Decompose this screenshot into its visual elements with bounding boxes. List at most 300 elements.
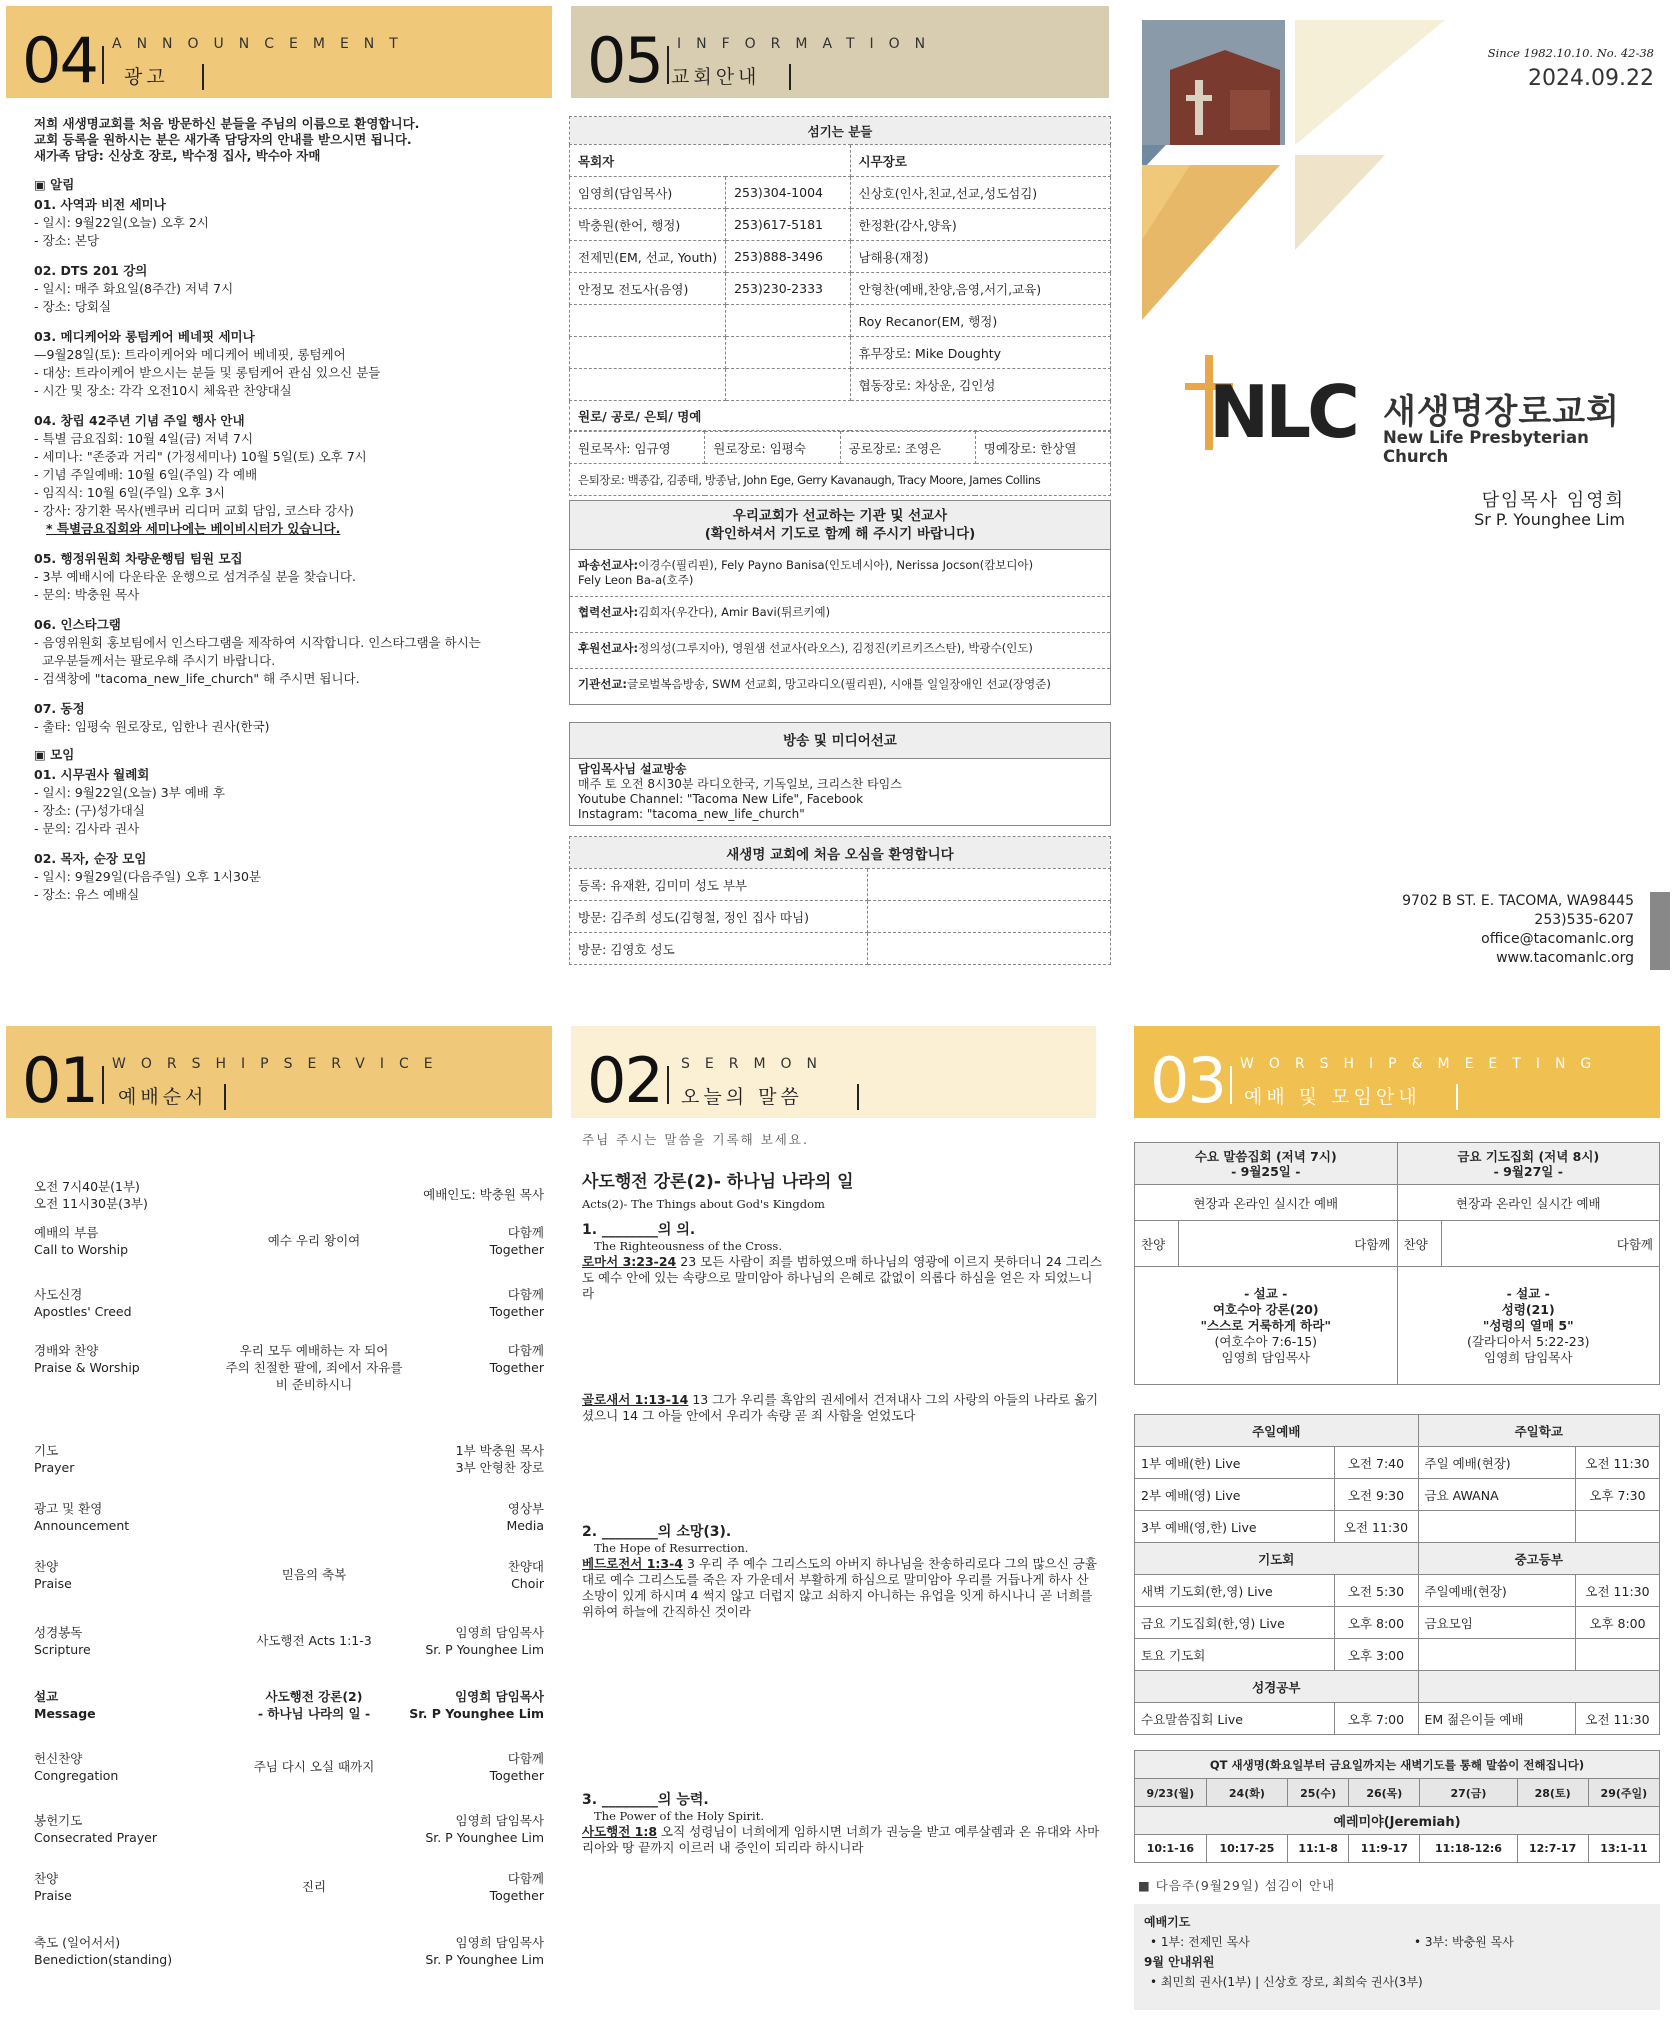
wed-sermon-series: 여호수아 강론(20) bbox=[1212, 1301, 1319, 1317]
fri-sermon-ref: (갈라디아서 5:22-23) bbox=[1466, 1333, 1590, 1349]
item-line: - 문의: 김사라 권사 bbox=[34, 821, 140, 836]
schedule-time: 오후 8:00 bbox=[1576, 1607, 1660, 1639]
item-title: 07. 동정 bbox=[34, 701, 85, 716]
qt-ref: 10:1-16 bbox=[1135, 1835, 1207, 1863]
qt-day: 9/23(월) bbox=[1135, 1779, 1207, 1807]
fri-sermon-series: 성령(21) bbox=[1501, 1301, 1555, 1317]
wed-sermon-preacher: 임영희 담임목사 bbox=[1221, 1349, 1310, 1365]
schedule-name: 금요 AWANA bbox=[1418, 1479, 1576, 1511]
mission-row bbox=[570, 596, 1110, 632]
mission-list bbox=[570, 550, 1110, 704]
item-title: 01. 사역과 비전 세미나 bbox=[34, 197, 166, 212]
sermon-point-3 bbox=[582, 1792, 1102, 1856]
elder-name: 신상호(인사,친교,선교,성도섬김) bbox=[850, 177, 1111, 209]
schedule-name: EM 젊은이들 예배 bbox=[1418, 1703, 1576, 1735]
item-by: Together bbox=[489, 1242, 544, 1257]
wed-mode: 현장과 온라인 실시간 예배 bbox=[1135, 1185, 1398, 1221]
media-line: 담임목사님 설교방송 bbox=[578, 762, 687, 776]
fri-title: 금요 기도집회 (저녁 8시) bbox=[1457, 1148, 1600, 1164]
mission-title: 우리교회가 선교하는 기관 및 선교사 bbox=[732, 508, 948, 524]
mission-list-text: 김희자(우간다), Amir Bavi(튀르키예) bbox=[638, 605, 831, 619]
announcement-item bbox=[34, 550, 554, 604]
announcement-item bbox=[34, 766, 554, 838]
announcement-item bbox=[34, 700, 554, 736]
schedule-time: 오후 7:00 bbox=[1334, 1703, 1418, 1735]
schedule-time: 오전 11:30 bbox=[1334, 1511, 1418, 1543]
server-row bbox=[570, 337, 1111, 369]
retired-elders: 은퇴장로: 백종갑, 김종태, 방종남, John Ege, Gerry Kavanaugh, Tracy Moore, James Collins bbox=[570, 464, 1111, 496]
item-label: Praise bbox=[34, 1888, 72, 1903]
pastor-name: 전제민(EM, 선교, Youth) bbox=[570, 241, 726, 273]
item-line: - 일시: 9월22일(오늘) 오후 2시 bbox=[34, 215, 209, 230]
qt-ref: 11:9-17 bbox=[1349, 1835, 1420, 1863]
sermon-point-1b bbox=[582, 1392, 1102, 1424]
item-by: 다함께 bbox=[507, 1751, 544, 1766]
section-number: 03 bbox=[1150, 1044, 1225, 1117]
item-line: - 검색창에 "tacoma_new_life_church" 해 주시면 됩니다. bbox=[34, 671, 360, 686]
section-title-en: SERMON bbox=[681, 1056, 833, 1072]
schedule-time bbox=[1576, 1639, 1660, 1671]
mission-label: 파송선교사: bbox=[578, 558, 639, 572]
schedule-row bbox=[1135, 1479, 1660, 1511]
sunday-header: 주일예배 bbox=[1135, 1415, 1419, 1447]
weekday-services bbox=[1134, 1142, 1660, 1385]
usher-label: 9월 안내위원 bbox=[1144, 1955, 1215, 1969]
schedule bbox=[1134, 1414, 1660, 1735]
qt-day: 28(토) bbox=[1517, 1779, 1588, 1807]
wed-sermon-label: - 설교 - bbox=[1244, 1285, 1288, 1301]
section-title-ko: 광고 bbox=[124, 66, 169, 88]
item-label: Consecrated Prayer bbox=[34, 1830, 158, 1845]
item-line: - 문의: 박충원 목사 bbox=[34, 587, 140, 602]
server-row bbox=[570, 369, 1111, 401]
divider bbox=[1456, 1084, 1458, 1110]
scripture-text: 3 우리 주 예수 그리스도의 아버지 하나님을 찬송하리로다 그의 많으신 긍휼대로 예수 그리스도를 죽은 자 가운데서 부활하게 하심으로 말미암아 우리를 거듭나게 하사 산 소망이 있게 하시며 4 썩지 않고 더럽지 않고 쇠하지 아니하는 유업을 잇게 하시나니 곧 너희를 위하여 하늘에 간직하신 것이라 bbox=[582, 1556, 1097, 1619]
divider bbox=[102, 1066, 104, 1104]
qt-day: 24(화) bbox=[1206, 1779, 1287, 1807]
item-label: 예배의 부름 bbox=[34, 1225, 99, 1240]
intro-line: 새가족 담당: 신상호 장로, 박수정 집사, 박수아 자매 bbox=[34, 148, 321, 163]
item-label: 사도신경 bbox=[34, 1287, 83, 1302]
honor-item: 공로장로: 조영은 bbox=[840, 432, 975, 464]
church-name-en: New Life Presbyterian Church bbox=[1383, 428, 1589, 466]
item-by: 1부 박충원 목사 bbox=[455, 1443, 544, 1458]
item-line: —9월28일(토): 트라이케어와 메디케어 베네핏, 롱텀케어 bbox=[34, 347, 346, 362]
time-3: 오전 11시30분(3부) bbox=[34, 1196, 148, 1211]
meeting-header: ▣ 모임 bbox=[34, 747, 75, 762]
item-by: Sr. P Younghee Lim bbox=[425, 1642, 544, 1657]
item-line: - 3부 예배시에 다운타운 운행으로 섬겨주실 분을 찾습니다. bbox=[34, 569, 356, 584]
schedule-name: 금요모임 bbox=[1418, 1607, 1576, 1639]
item-line: - 일시: 매주 화요일(8주간) 저녁 7시 bbox=[34, 281, 234, 296]
usher-box: 예배기도 • 1부: 전제민 목사 • 3부: 박충원 목사 9월 안내위원 • 최민희 권사(1부) | 신상호 장로, 최희숙 권사(3부) bbox=[1134, 1904, 1660, 2010]
announcement-item bbox=[34, 412, 554, 538]
schedule-name: 주일예배(현장) bbox=[1418, 1575, 1576, 1607]
wed-title: 수요 말씀집회 (저녁 7시) bbox=[1194, 1148, 1337, 1164]
qt-book: 예레미야(Jeremiah) bbox=[1135, 1807, 1660, 1835]
item-label: 경배와 찬양 bbox=[34, 1343, 99, 1358]
qt-ref: 12:7-17 bbox=[1517, 1835, 1588, 1863]
item-title: 02. DTS 201 강의 bbox=[34, 263, 148, 278]
point-subtitle: The Hope of Resurrection. bbox=[594, 1541, 749, 1555]
media-line: Youtube Channel: "Tacoma New Life", Facebook bbox=[578, 792, 864, 806]
item-content: 우리 모두 예배하는 자 되어 bbox=[239, 1343, 389, 1358]
schedule-time: 오전 7:40 bbox=[1334, 1447, 1418, 1479]
wed-sermon-title: "스스로 거룩하게 하라" bbox=[1200, 1317, 1331, 1333]
logo-letters: NLC bbox=[1209, 370, 1356, 454]
item-by: Choir bbox=[511, 1576, 544, 1591]
school-header: 주일학교 bbox=[1418, 1415, 1660, 1447]
pastor-phone: 253)888-3496 bbox=[726, 241, 850, 273]
meeting-header bbox=[1134, 1026, 1660, 1118]
qt-day: 29(주일) bbox=[1588, 1779, 1659, 1807]
point-subtitle: The Righteousness of the Cross. bbox=[594, 1239, 782, 1253]
pastor-phone bbox=[726, 369, 850, 401]
item-label: 봉헌기도 bbox=[34, 1813, 83, 1828]
server-row bbox=[570, 305, 1111, 337]
item-label: 기도 bbox=[34, 1443, 59, 1458]
prayer-1: 1부: 전제민 목사 bbox=[1160, 1935, 1250, 1949]
item-by: Sr. P Younghee Lim bbox=[425, 1952, 544, 1967]
item-line: - 출타: 임평숙 원로장로, 임한나 권사(한국) bbox=[34, 719, 270, 734]
scripture-text: 오직 성령님이 너희에게 임하시면 너희가 권능을 받고 예루살렘과 온 유대와 사마리아와 땅 끝까지 이르러 내 증인이 되리라 하시니라 bbox=[582, 1824, 1100, 1855]
cover-panel bbox=[1130, 0, 1680, 1010]
servers-title: 섬기는 분들 bbox=[570, 117, 1111, 145]
server-row bbox=[570, 177, 1111, 209]
pastor-name-ko: 담임목사 임영희 bbox=[1481, 490, 1625, 511]
qt-ref: 10:17-25 bbox=[1206, 1835, 1287, 1863]
section-title-en: ANNOUNCEMENT bbox=[112, 36, 413, 52]
information-header bbox=[571, 6, 1109, 98]
notice-header: ▣ 알림 bbox=[34, 177, 75, 192]
point-heading: 3. ________의 능력. bbox=[582, 1792, 709, 1808]
schedule-name: 2부 예배(영) Live bbox=[1135, 1479, 1335, 1511]
welcome-item: 방문: 김주희 성도(김형철, 정인 집사 따님) bbox=[570, 901, 868, 933]
item-by: Sr. P Younghee Lim bbox=[425, 1830, 544, 1845]
meeting-panel bbox=[1130, 1020, 1680, 2040]
sermon-point-2 bbox=[582, 1524, 1102, 1620]
pastor-phone bbox=[726, 305, 850, 337]
point-subtitle: The Power of the Holy Spirit. bbox=[594, 1809, 765, 1823]
study-header: 성경공부 bbox=[1135, 1671, 1419, 1703]
information-panel bbox=[565, 0, 1115, 1010]
scripture-text: 23 모든 사람이 죄를 범하였으매 하나님의 영광에 이르지 못하더니 24 그리스도 예수 안에 있는 속량으로 말미암아 하나님의 은혜로 값없이 의롭다 하심을 얻은 자 되었느니라 bbox=[582, 1254, 1102, 1301]
next-usher-note: ■ 다음주(9월29일) 섬김이 안내 bbox=[1138, 1878, 1336, 1893]
wed-praise: 찬양 bbox=[1135, 1221, 1179, 1267]
item-line: 교우분들께서는 팔로우해 주시기 바랍니다. bbox=[34, 653, 276, 668]
mission-label: 후원선교사: bbox=[578, 641, 639, 655]
sermon-subtitle: Acts(2)- The Things about God's Kingdom bbox=[582, 1197, 825, 1211]
church-address bbox=[1402, 892, 1634, 968]
mission-row bbox=[570, 668, 1110, 704]
phone: 253)535-6207 bbox=[1534, 912, 1634, 928]
item-by: 다함께 bbox=[507, 1343, 544, 1358]
scripture-text: 13 그가 우리를 흑암의 권세에서 건져내사 그의 사랑의 아들의 나라로 옮기셨으니 14 그 아들 안에서 우리가 속량 곧 죄 사함을 얻었도다 bbox=[582, 1392, 1099, 1423]
server-row bbox=[570, 241, 1111, 273]
pastor-name: 박충원(한어, 행정) bbox=[570, 209, 726, 241]
item-label: Apostles' Creed bbox=[34, 1304, 132, 1319]
church-name-ko: 새생명장로교회 bbox=[1383, 392, 1620, 432]
item-line: - 특별 금요집회: 10월 4일(금) 저녁 7시 bbox=[34, 431, 254, 446]
item-line: - 강사: 장기환 목사(벤쿠버 리디머 교회 담임, 코스타 강사) bbox=[34, 503, 354, 518]
schedule-name: 토요 기도회 bbox=[1135, 1639, 1335, 1671]
schedule-name: 3부 예배(영,한) Live bbox=[1135, 1511, 1335, 1543]
section-number: 01 bbox=[22, 1044, 97, 1117]
schedule-name: 금요 기도집회(한,영) Live bbox=[1135, 1607, 1335, 1639]
item-by: 임영희 담임목사 bbox=[455, 1813, 544, 1828]
pastor-name bbox=[570, 305, 726, 337]
item-by: 다함께 bbox=[507, 1287, 544, 1302]
schedule-row bbox=[1135, 1511, 1660, 1543]
item-line: - 장소: (구)성가대실 bbox=[34, 803, 145, 818]
fri-sermon-preacher: 임영희 담임목사 bbox=[1484, 1349, 1573, 1365]
schedule-time: 오전 5:30 bbox=[1334, 1575, 1418, 1607]
fri-date: - 9월27일 - bbox=[1493, 1163, 1563, 1179]
section-number: 05 bbox=[587, 24, 662, 97]
item-line: - 세미나: "존중과 거리" (가정세미나) 10월 5일(토) 오후 7시 bbox=[34, 449, 367, 464]
pastor-phone: 253)230-2333 bbox=[726, 273, 850, 305]
cover-graphic bbox=[1130, 0, 1450, 320]
announcement-panel bbox=[0, 0, 560, 1010]
scripture-ref: 골로새서 1:13-14 bbox=[582, 1392, 689, 1407]
divider bbox=[102, 46, 104, 84]
section-title-en: INFORMATION bbox=[677, 36, 941, 52]
divider bbox=[224, 1084, 226, 1110]
schedule-row bbox=[1135, 1607, 1660, 1639]
schedule-time: 오전 9:30 bbox=[1334, 1479, 1418, 1511]
section-title-ko: 교회안내 bbox=[671, 66, 761, 88]
server-row bbox=[570, 209, 1111, 241]
fri-sermon-label: - 설교 - bbox=[1506, 1285, 1550, 1301]
qt-day: 26(목) bbox=[1349, 1779, 1420, 1807]
pastor-name-en: Sr P. Younghee Lim bbox=[1474, 510, 1625, 529]
qt-ref: 11:1-8 bbox=[1288, 1835, 1349, 1863]
divider bbox=[667, 1066, 669, 1104]
media-title: 방송 및 미디어선교 bbox=[570, 723, 1110, 759]
scripture-ref: 로마서 3:23-24 bbox=[582, 1254, 677, 1269]
item-content: 진리 bbox=[301, 1879, 327, 1894]
elder-name: 휴무장로: Mike Doughty bbox=[850, 337, 1111, 369]
elder-name: Roy Recanor(EM, 행정) bbox=[850, 305, 1111, 337]
media-section bbox=[569, 722, 1111, 826]
worship-panel bbox=[0, 1020, 560, 2040]
item-label: 광고 및 환영 bbox=[34, 1501, 103, 1516]
item-label: 헌신찬양 bbox=[34, 1751, 83, 1766]
pastor-phone: 253)617-5181 bbox=[726, 209, 850, 241]
section-title-en: WORSHIPSERVICE bbox=[112, 1056, 448, 1072]
mission-section bbox=[569, 500, 1111, 705]
item-by: 임영희 담임목사 bbox=[455, 1935, 544, 1950]
divider bbox=[857, 1084, 859, 1110]
honor-table bbox=[569, 431, 1111, 496]
section-number: 02 bbox=[587, 1044, 662, 1117]
schedule-row bbox=[1135, 1703, 1660, 1735]
item-title: 05. 행정위원회 차량운행팀 팀원 모집 bbox=[34, 551, 243, 566]
pastor-name: 안정모 전도사(음영) bbox=[570, 273, 726, 305]
mission-label: 기관선교: bbox=[578, 677, 628, 691]
announcement-item bbox=[34, 328, 554, 400]
honor-item: 원로장로: 임평숙 bbox=[705, 432, 840, 464]
item-title: 06. 인스타그램 bbox=[34, 617, 121, 632]
email: office@tacomanlc.org bbox=[1481, 931, 1634, 947]
item-line: - 장소: 당회실 bbox=[34, 299, 112, 314]
item-by: 3부 안형찬 장로 bbox=[455, 1460, 544, 1475]
item-line: - 장소: 본당 bbox=[34, 233, 99, 248]
item-content: 사도행전 강론(2) bbox=[265, 1689, 363, 1704]
prayer-3: 3부: 박충원 목사 bbox=[1424, 1935, 1514, 1949]
item-by: Together bbox=[489, 1304, 544, 1319]
prayer-header: 기도회 bbox=[1135, 1543, 1419, 1575]
divider bbox=[667, 46, 669, 84]
item-label: 축도 (일어서서) bbox=[34, 1935, 121, 1950]
welcome-section bbox=[569, 836, 1111, 965]
item-label: 성경봉독 bbox=[34, 1625, 83, 1640]
pastor-phone: 253)304-1004 bbox=[726, 177, 850, 209]
item-label: 찬양 bbox=[34, 1559, 59, 1574]
schedule-time: 오후 8:00 bbox=[1334, 1607, 1418, 1639]
accent-bar bbox=[1650, 892, 1670, 970]
mission-list-cont: Fely Leon Ba-a(호주) bbox=[578, 573, 694, 587]
schedule-name: 1부 예배(한) Live bbox=[1135, 1447, 1335, 1479]
wed-praise-by: 다함께 bbox=[1179, 1221, 1398, 1267]
announcement-header bbox=[6, 6, 552, 98]
item-label: Scripture bbox=[34, 1642, 91, 1657]
youth-header: 중고등부 bbox=[1418, 1543, 1660, 1575]
address-line: 9702 B ST. E. TACOMA, WA98445 bbox=[1402, 893, 1634, 909]
honor-item: 원로목사: 임규영 bbox=[570, 432, 705, 464]
elder-name: 협동장로: 차상운, 김인성 bbox=[850, 369, 1111, 401]
mission-row bbox=[570, 632, 1110, 668]
item-content: 비 준비하시니 bbox=[275, 1377, 353, 1392]
schedule-name: 수요말씀집회 Live bbox=[1135, 1703, 1335, 1735]
wed-date: - 9월25일 - bbox=[1231, 1163, 1301, 1179]
time-1: 오전 7시40분(1부) bbox=[34, 1179, 140, 1194]
intro-line: 저희 새생명교회를 처음 방문하신 분들을 주님의 이름으로 환영합니다. bbox=[34, 116, 420, 131]
wed-sermon-ref: (여호수아 7:6-15) bbox=[1214, 1333, 1318, 1349]
qt-title: QT 새생명(화요일부터 금요일까지는 새벽기도를 통해 말씀이 전해집니다) bbox=[1135, 1751, 1660, 1779]
honor-item: 명예장로: 한상열 bbox=[975, 432, 1110, 464]
item-label: Praise & Worship bbox=[34, 1360, 140, 1375]
schedule-time: 오후 7:30 bbox=[1576, 1479, 1660, 1511]
item-line: - 일시: 9월29일(다음주일) 오후 1시30분 bbox=[34, 869, 261, 884]
item-title: 03. 메디케어와 롱텀케어 베네핏 세미나 bbox=[34, 329, 255, 344]
item-content: 믿음의 축복 bbox=[281, 1567, 347, 1582]
announcement-item bbox=[34, 262, 554, 316]
item-label: Announcement bbox=[34, 1518, 130, 1533]
elder-name: 남해용(재정) bbox=[850, 241, 1111, 273]
mission-subtitle: (확인하셔서 기도로 함께 해 주시기 바랍니다) bbox=[704, 526, 976, 542]
item-label: Congregation bbox=[34, 1768, 119, 1783]
schedule-name bbox=[1418, 1639, 1576, 1671]
item-title: 02. 목자, 순장 모임 bbox=[34, 851, 147, 866]
welcome-item: 방문: 김영호 성도 bbox=[570, 933, 868, 965]
announcement-item bbox=[34, 850, 554, 904]
item-label: Message bbox=[34, 1706, 96, 1721]
fri-praise: 찬양 bbox=[1397, 1221, 1441, 1267]
schedule-row bbox=[1135, 1447, 1660, 1479]
item-title: 04. 창립 42주년 기념 주일 행사 안내 bbox=[34, 413, 245, 428]
item-by: Together bbox=[489, 1888, 544, 1903]
item-line: - 임직식: 10월 6일(주일) 오후 3시 bbox=[34, 485, 225, 500]
servers-table bbox=[569, 116, 1111, 431]
prayer-label: 예배기도 bbox=[1144, 1915, 1191, 1929]
elder-name: 안형찬(예배,찬양,음영,서기,교육) bbox=[850, 273, 1111, 305]
elder-name: 한정환(감사,양육) bbox=[850, 209, 1111, 241]
item-by: 다함께 bbox=[507, 1225, 544, 1240]
schedule-time: 오전 11:30 bbox=[1576, 1447, 1660, 1479]
schedule-row bbox=[1135, 1575, 1660, 1607]
point-heading: 2. ________의 소망(3). bbox=[582, 1524, 732, 1540]
section-title-ko: 예배 및 모임안내 bbox=[1244, 1086, 1421, 1108]
item-label: Prayer bbox=[34, 1460, 75, 1475]
media-line: Instagram: "tacoma_new_life_church" bbox=[578, 807, 805, 821]
pastor-name bbox=[570, 369, 726, 401]
item-line: * 특별금요집회와 세미나에는 베이비시터가 있습니다. bbox=[46, 521, 341, 536]
item-label: 찬양 bbox=[34, 1871, 59, 1886]
schedule-name: 새벽 기도회(한,영) Live bbox=[1135, 1575, 1335, 1607]
welcome-title: 새생명 교회에 처음 오심을 환영합니다 bbox=[570, 837, 1111, 869]
item-by: Together bbox=[489, 1360, 544, 1375]
honor-title: 원로/ 공로/ 은퇴/ 명예 bbox=[570, 401, 1111, 431]
item-label: 설교 bbox=[34, 1689, 59, 1704]
qt-day: 25(수) bbox=[1288, 1779, 1349, 1807]
divider bbox=[1230, 1066, 1232, 1104]
scripture-ref: 사도행전 1:8 bbox=[582, 1824, 658, 1839]
section-number: 04 bbox=[22, 24, 97, 97]
schedule-time: 오전 11:30 bbox=[1576, 1703, 1660, 1735]
item-content: 예수 우리 왕이여 bbox=[267, 1233, 361, 1248]
item-by: 임영희 담임목사 bbox=[455, 1625, 544, 1640]
mission-list-text: 글로벌복음방송, SWM 선교회, 망고라디오(필리핀), 시애틀 일일장애인 선교(장영준) bbox=[627, 677, 1051, 691]
item-content: - 하나님 나라의 일 - bbox=[257, 1706, 371, 1721]
divider bbox=[202, 64, 204, 90]
mission-row bbox=[570, 550, 1110, 596]
servers-section bbox=[569, 116, 1111, 496]
announcement-body bbox=[34, 116, 554, 904]
qt-day: 27(금) bbox=[1420, 1779, 1517, 1807]
item-line: - 장소: 유스 예배실 bbox=[34, 887, 140, 902]
scripture-ref: 베드로전서 1:3-4 bbox=[582, 1556, 684, 1571]
item-title: 01. 시무권사 월례회 bbox=[34, 767, 150, 782]
item-by: 영상부 bbox=[507, 1501, 544, 1516]
church-logo bbox=[1185, 350, 1635, 466]
item-label: Call to Worship bbox=[34, 1242, 129, 1257]
schedule-time: 오후 3:00 bbox=[1334, 1639, 1418, 1671]
since-line: Since 1982.10.10. No. 42-38 bbox=[1487, 46, 1654, 60]
item-content: 사도행전 Acts 1:1-3 bbox=[256, 1633, 372, 1648]
section-title-ko: 오늘의 말씀 bbox=[681, 1086, 803, 1108]
schedule-name: 주일 예배(현장) bbox=[1418, 1447, 1576, 1479]
item-by: Media bbox=[506, 1518, 544, 1533]
item-by: 임영희 담임목사 bbox=[455, 1689, 544, 1704]
item-label: Benediction(standing) bbox=[34, 1952, 173, 1967]
sermon-point-1 bbox=[582, 1222, 1102, 1302]
schedule-time bbox=[1576, 1511, 1660, 1543]
next-usher-title: 다음주(9월29일) 섬김이 안내 bbox=[1155, 1878, 1336, 1893]
notice-list bbox=[34, 196, 554, 736]
server-row bbox=[570, 273, 1111, 305]
col-pastor: 목회자 bbox=[570, 145, 851, 177]
col-elder: 시무장로 bbox=[850, 145, 1111, 177]
website: www.tacomanlc.org bbox=[1496, 950, 1634, 966]
meeting-list bbox=[34, 766, 554, 904]
item-by: Together bbox=[489, 1768, 544, 1783]
announcement-item bbox=[34, 196, 554, 250]
item-content: 주의 친절한 팔에, 죄에서 자유를 bbox=[225, 1360, 403, 1375]
section-title-en: WORSHIP&MEETING bbox=[1240, 1056, 1607, 1072]
point-heading: 1. ________의 의. bbox=[582, 1222, 696, 1238]
schedule-row bbox=[1135, 1639, 1660, 1671]
